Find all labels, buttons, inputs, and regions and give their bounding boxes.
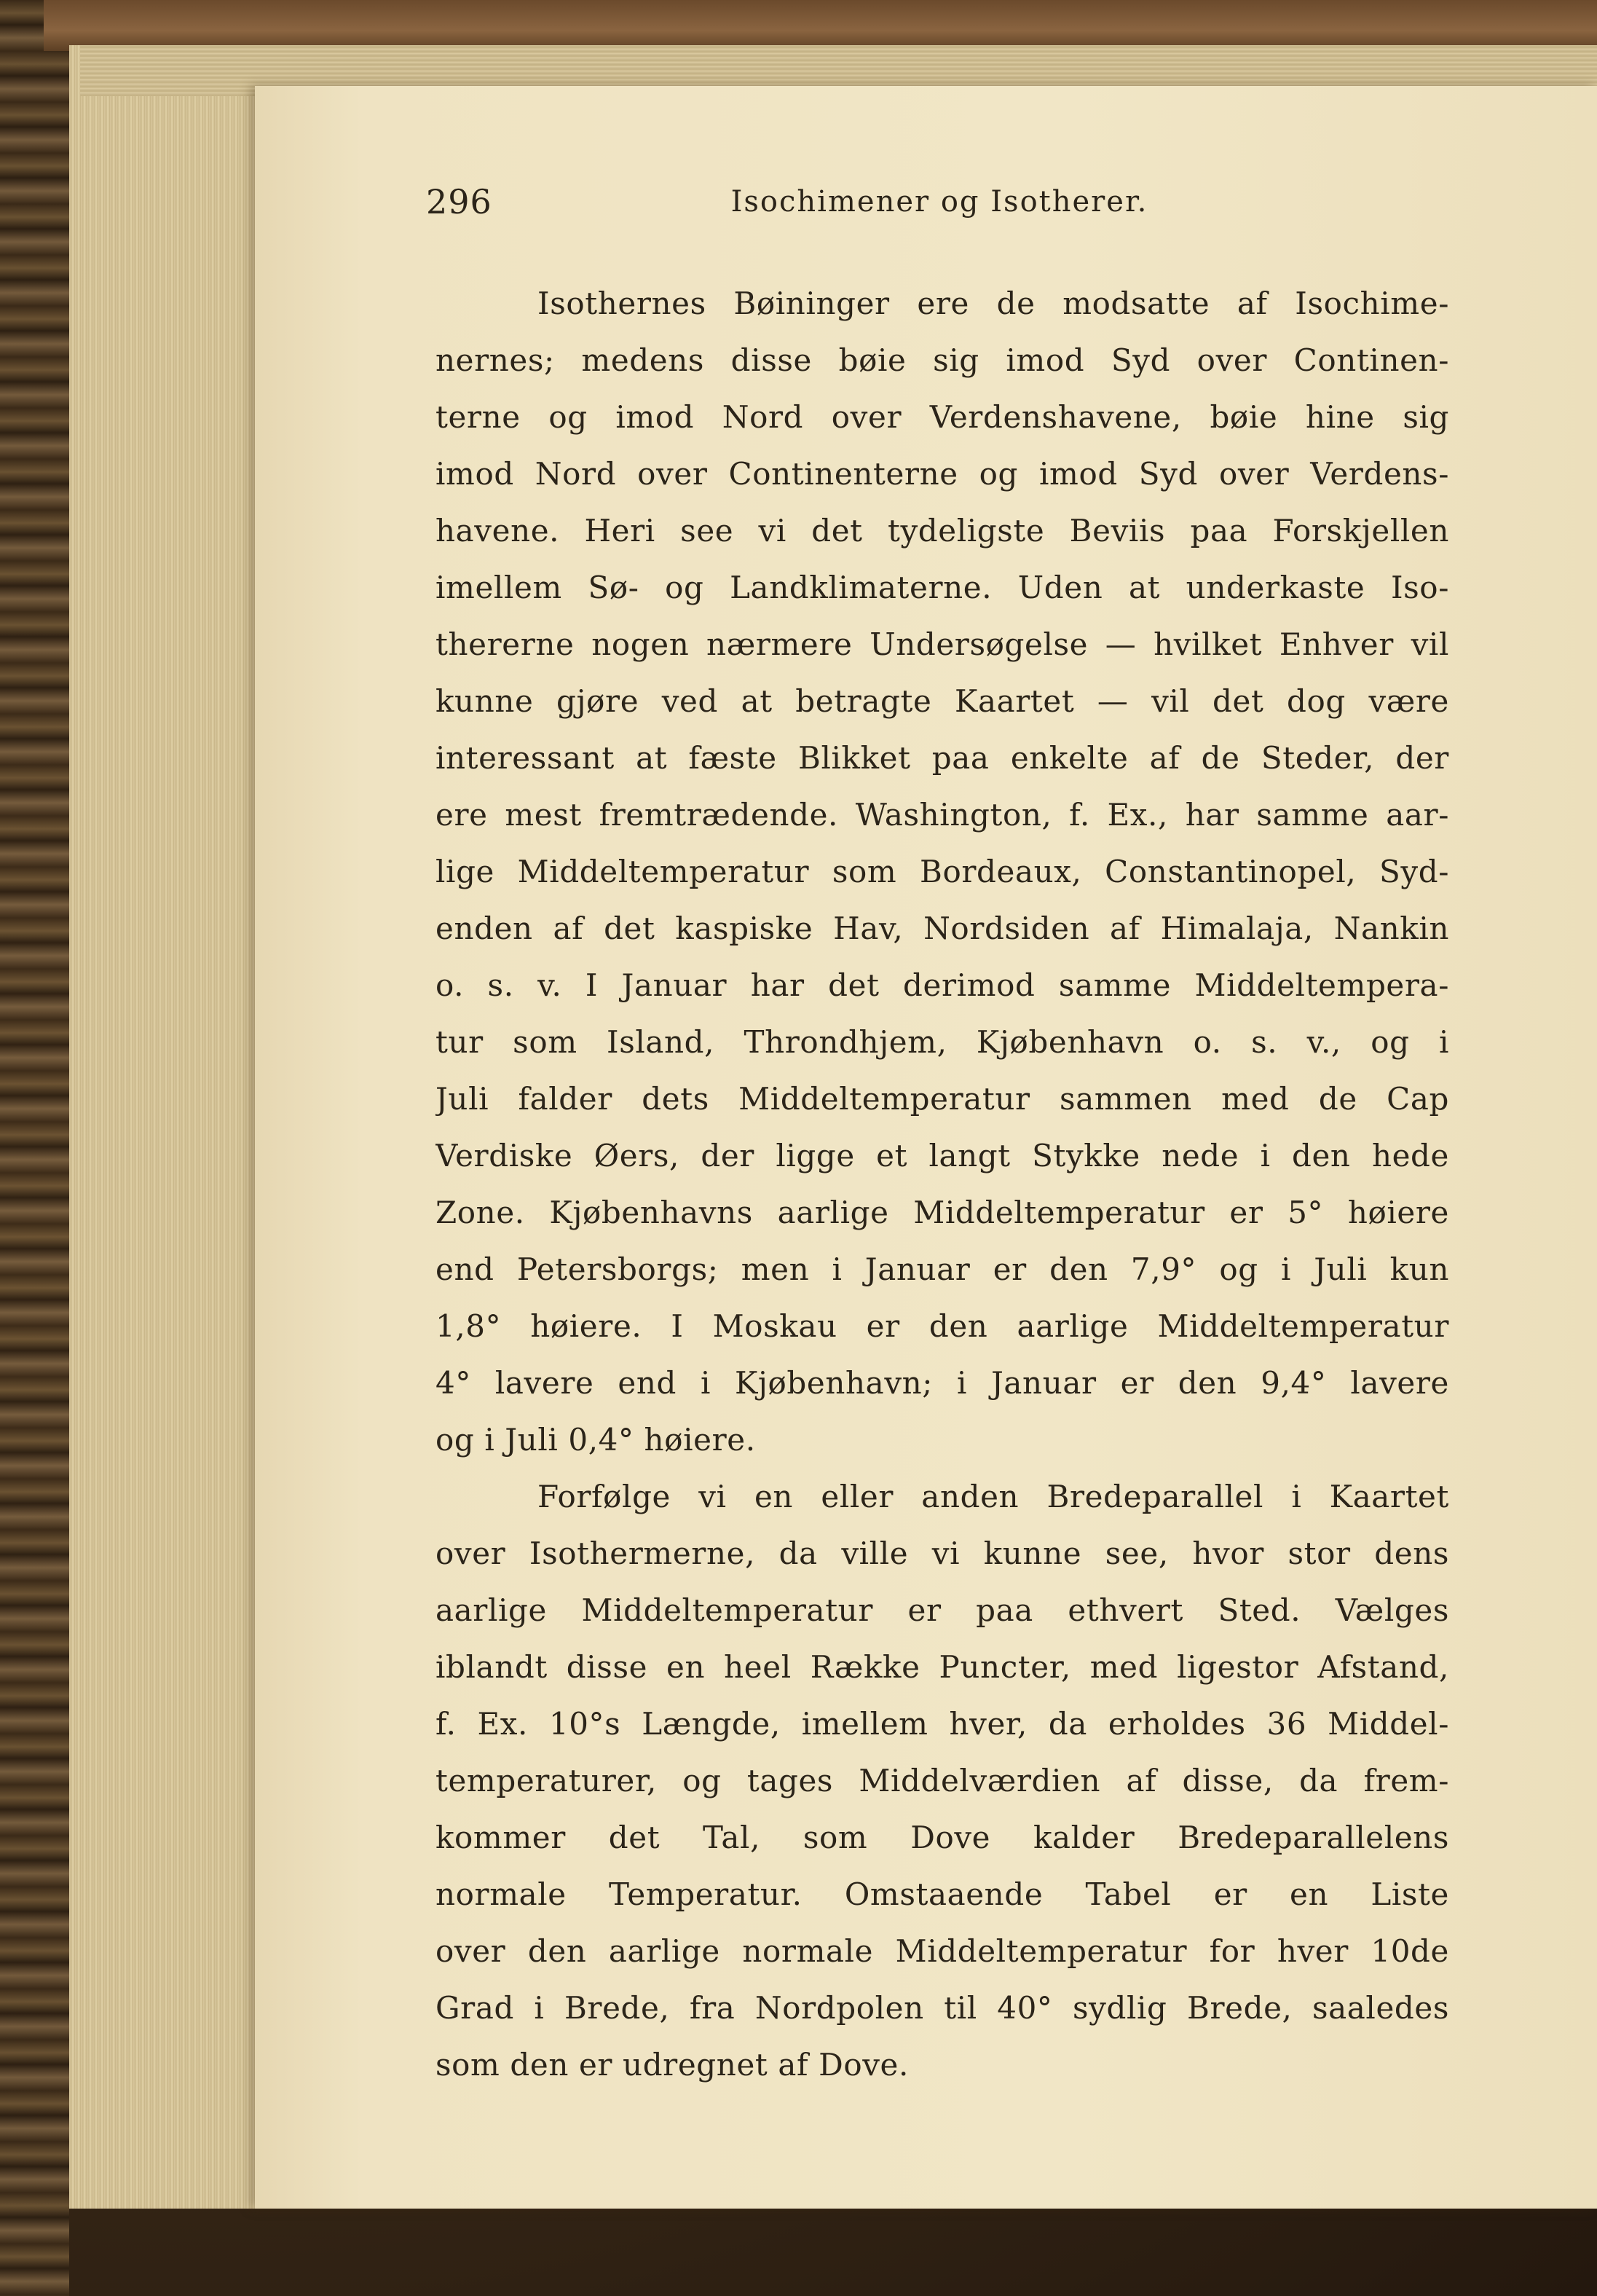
text-line: over den aarlige normale Middeltemperatur for hver 10de [435,1933,1449,1969]
book-spine [0,0,69,2296]
text-line: og i Juli 0,4° høiere. [435,1422,756,1458]
text-line: Grad i Brede, fra Nordpolen til 40° sydlig Brede, saaledes [435,1990,1449,2026]
text-line: end Petersborgs; men i Januar er den 7,9° og i Juli kun [435,1251,1449,1287]
text-line: imellem Sø- og Landklimaterne. Uden at underkaste Iso- [435,570,1449,605]
text-line: thererne nogen nærmere Undersøgelse — hvilket Enhver vil [435,626,1449,662]
text-line: Forfølge vi en eller anden Bredeparallel i Kaartet [537,1479,1449,1514]
text-line: tur som Island, Throndhjem, Kjøbenhavn o. s. v., og i [435,1024,1449,1060]
text-line: iblandt disse en heel Række Puncter, med ligestor Afstand, [435,1649,1449,1685]
page-fore-edges [69,45,259,2209]
page-header [426,182,1453,226]
text-line: som den er udregnet af Dove. [435,2047,909,2083]
text-line: Isothernes Bøininger ere de modsatte af Isochime- [537,286,1449,321]
text-line: havene. Heri see vi det tydeligste Beviis paa Forskjellen [435,513,1449,549]
text-line: temperaturer, og tages Middelværdien af disse, da frem- [435,1763,1449,1798]
text-line: enden af det kaspiske Hav, Nordsiden af Himalaja, Nankin [435,911,1449,946]
text-line: terne og imod Nord over Verdenshavene, bøie hine sig [435,399,1449,435]
book-top-edge [44,0,1597,51]
text-line: o. s. v. I Januar har det derimod samme Middeltempera- [435,967,1449,1003]
text-line: kunne gjøre ved at betragte Kaartet — vil det dog være [435,683,1449,719]
text-line: normale Temperatur. Omstaaende Tabel er en Liste [435,1876,1449,1912]
text-line: f. Ex. 10°s Længde, imellem hver, da erholdes 36 Middel- [435,1706,1449,1742]
text-line: Juli falder dets Middeltemperatur sammen med de Cap [435,1081,1449,1117]
text-line: lige Middeltemperatur som Bordeaux, Constantinopel, Syd- [435,854,1449,889]
text-line: Zone. Kjøbenhavns aarlige Middeltemperatur er 5° høiere [435,1195,1449,1230]
running-title: Isochimener og Isotherer. [730,185,1148,219]
body-text [435,275,1449,2093]
text-line: 1,8° høiere. I Moskau er den aarlige Middeltemperatur [435,1308,1449,1344]
text-line: interessant at fæste Blikket paa enkelte af de Steder, der [435,740,1449,776]
text-line: kommer det Tal, som Dove kalder Bredeparallelens [435,1820,1449,1855]
text-line: over Isothermerne, da ville vi kunne see, hvor stor dens [435,1536,1449,1571]
text-line: Verdiske Øers, der ligge et langt Stykke nede i den hede [435,1138,1449,1173]
text-line: nernes; medens disse bøie sig imod Syd over Continen- [435,342,1449,378]
text-line: 4° lavere end i Kjøbenhavn; i Januar er den 9,4° lavere [435,1365,1449,1401]
text-line: imod Nord over Continenterne og imod Syd over Verdens- [435,456,1449,492]
page-number: 296 [426,182,492,221]
text-line: ere mest fremtrædende. Washington, f. Ex., har samme aar- [435,797,1449,833]
text-line: aarlige Middeltemperatur er paa ethvert Sted. Vælges [435,1592,1449,1628]
